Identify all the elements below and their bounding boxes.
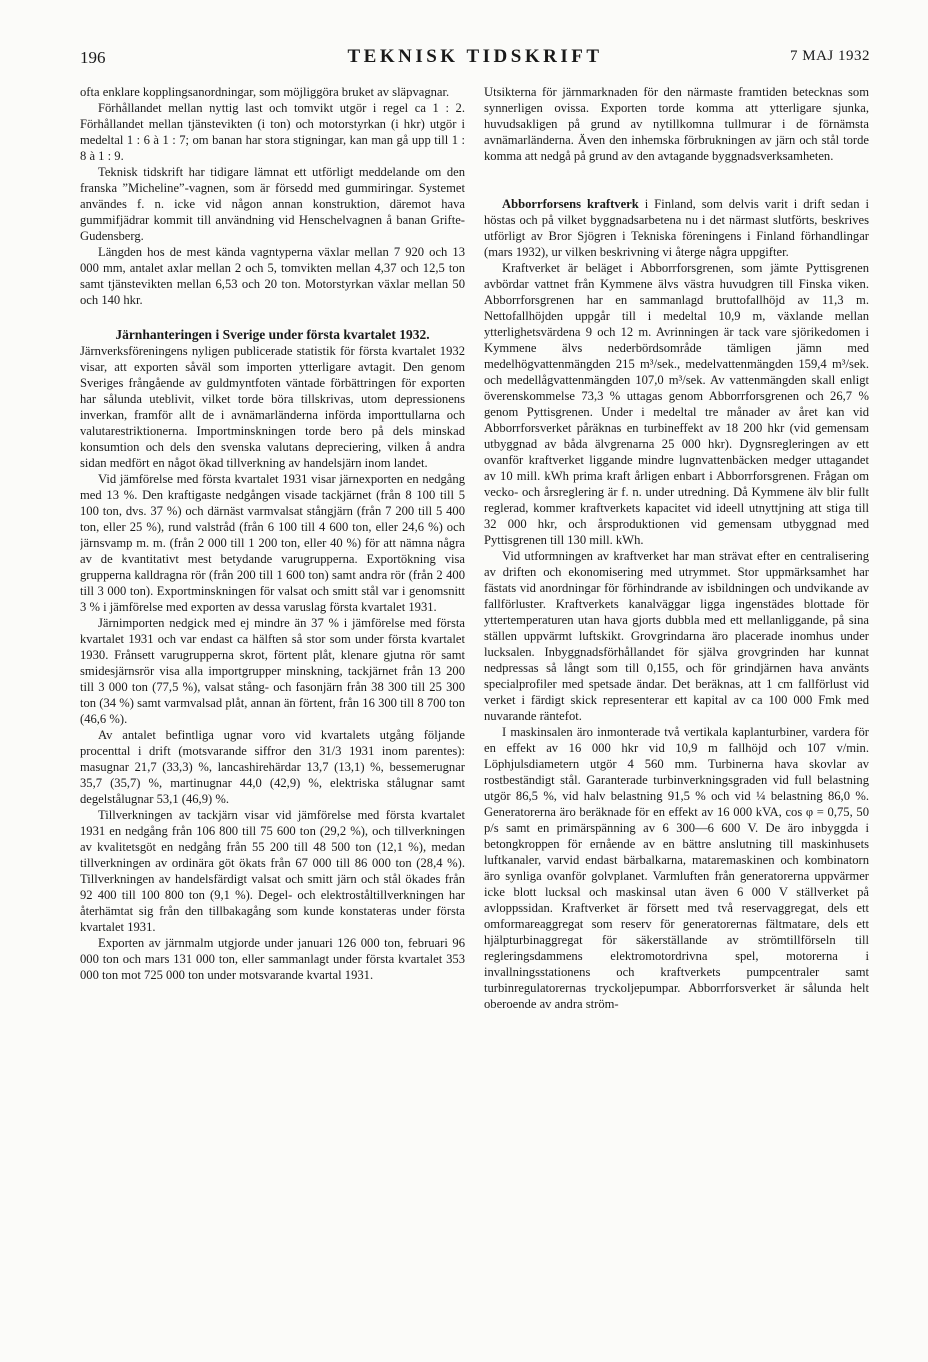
paragraph: Teknisk tidskrift har tidigare lämnat ett utförligt meddelande om den franska ”Micheline”-vagnen, som är försedd med gummiringar. Systemet användes f. n. icke vid någon annan konstruktion, däremot hava gummifjädrar kommit till användning vid Henschelvagnen å banan Grifte-Gudensberg. <box>80 165 465 243</box>
paragraph: I maskinsalen äro inmonterade två vertikala kaplanturbiner, vardera för en effekt av 16 000 hkr vid 10,9 m fallhöjd och 107 v/min. Löphjulsdiametern utgör 4 560 mm. Turbinerna hava skovlar av rostbeständigt stål. Garanterade turbinverkningsgraden vid full belastning utgör 86,5 %, vid halv belastning 91,5 % och vid ¼ belastning 86,0 %. Generatorerna äro beräknade för en effekt av 16 000 kVA, cos φ = 0,75, 50 p/s samt en primärspänning av 6 300—6 600 V. De äro inbyggda i betongkroppen för ernående av en bättre anslutning till maskinhusets luftkanaler, varvid endast bärbalkarna, mataremaskinen och kombinatorn äro synliga ovanför golvplanet. Varmluften från generatorerna uppvärmer icke blott lucksal och maskinsal utan även 6 000 V ställverket på avloppssidan. Kraftverket är försett med två reservaggregat, dels ett omformareaggregat som reserv för generatorernas fältmatare, dels ett hjälpturbinaggregat för säkerställande av strömtillförseln till regleringsdammens elektromotordrivna spel, motorerna i invallningsstationens och kraftverkets pumpcentraler samt turbinregulatorernas tryckoljepumpar. Abborrforsverket är sålunda helt oberoende av andra ström- <box>484 725 869 1011</box>
page-header <box>80 46 870 74</box>
paragraph: Utsikterna för järnmarknaden för den närmaste framtiden betecknas som synnerligen ovissa. Exporten torde komma att ytterligare sjunka, huvudsakligen på grund av nytillkomna tullmurar i de förnämsta avnämarländerna. Även den inhemska förbrukningen av järn och stål torde komma att nedgå på grund av den avtagande byggnadsverksamheten. <box>484 85 869 163</box>
paragraph: Vid utformningen av kraftverket har man strävat efter en centralisering av driften och ekonomisering med utrymmet. Stor uppmärksamhet har fästats vid anordningar för förhindrande av isbildningen och undvikande av fallförluster. Kraftverkets kanalväggar ligga ingenstädes blottade för yttertemperaturen utan hava gjorts dubbla med ett mellanliggande, på sina ställen uppvärmt luftskikt. Grovgrindarna äro placerade inomhus under lucksalen. Inbyggnadsförhållandet för själva grovgrinden har kunnat nedpressas så långt som till 0,155, och för grindjärnen hava använts specialprofiler med spetsade ändar. Det beräknas, att 1 cm fallförlust vid verket i färdigt skick representerar ett kapital av ca 100 000 Fmk med nuvarande räntefot. <box>484 549 869 723</box>
article-intro <box>484 196 869 260</box>
paragraph: Exporten av järnmalm utgjorde under januari 126 000 ton, februari 96 000 ton och mars 131 000 ton, eller sammanlagt under första kvartalet 353 000 ton mot 725 000 ton under motsvarande kvartal 1931. <box>80 936 465 982</box>
page-number: 196 <box>80 48 106 67</box>
paragraph: Vid jämförelse med första kvartalet 1931 visar järnexporten en nedgång med 13 %. Den kraftigaste nedgången visade tackjärnet (från 8 100 till 5 100 ton, dvs. 37 %) och därnäst varmvalsat stångjärn (från 7 200 till 5 400 ton, eller 25 %), rund valstråd (från 6 100 till 4 600 ton, eller 24,6 %) och järnsvamp m. m. (från 2 000 till 1 200 ton, eller 40 %) för att nämna några av de kvantitativt mest betydande varugrupperna. Exportökning visa grupperna kalldragna rör (från 200 till 1 600 ton) samt andra rör (från 2 400 till 3 000 ton). Exportminskningen för valsat och smitt stål var i genomsnitt 3 % i jämförelse med exporten av dessa varuslag första kvartalet 1931. <box>80 472 465 614</box>
paragraph: ofta enklare kopplingsanordningar, som möjliggöra bruket av släpvagnar. <box>80 85 450 99</box>
paragraph: Järnverksföreningens nyligen publicerade statistik för första kvartalet 1932 visar, att exporten såväl som importen ytterligare avtagit. Den genom Sveriges frångående av guldmyntfoten väntade förbättringen för exporten har sålunda uteblivit, vilket torde böra tillskrivas, utom depressionens inverkan, framför allt de i avnämarländerna införda importtullarna och valutarestriktionerna. Importminskningen torde bero på dels minskad konsumtion och dels den svenska valutans depreciering, vilken å andra sidan medfört en något ökad tillverkning av handelsjärn inom landet. <box>80 344 465 470</box>
spacer <box>484 164 869 180</box>
article-intro-text: i Finland, som delvis varit i drift sedan i höstas och på vilket byggnadsarbetena nu i det närmast slutförts, beskrives utförligt av Bror Sjögren i Tekniska föreningens i Finland förhandlingar (mars 1932), ur vilken beskrivning vi återge några uppgifter. <box>484 197 869 259</box>
issue-date: 7 MAJ 1932 <box>789 48 870 64</box>
left-column <box>80 84 465 1346</box>
right-column <box>484 84 869 1346</box>
paragraph: Längden hos de mest kända vagntyperna växlar mellan 7 920 och 13 000 mm, antalet axlar mellan 2 och 5, tomvikten mellan 4,37 och 12,5 ton samt tjänstevikten mellan 6,53 och 20 ton. Motorstyrkan växlar mellan 50 och 140 hkr. <box>80 245 465 307</box>
article-lead: Abborrforsens kraftverk <box>502 197 639 211</box>
article-heading: Järnhanteringen i Sverige under första kvartalet 1932. <box>115 327 430 342</box>
paragraph: Järnimporten nedgick med ej mindre än 37 % i jämförelse med första kvartalet 1931 och var endast ca hälften så stor som under första kvartalet 1930. Frånsett varugrupperna skrot, förtent plåt, klenare gjutna rör samt smidesjärnsrör visa alla importgrupper minskning, tackjärnet från 13 200 till 3 000 ton (77,5 %), valsat stång- och fasonjärn från 38 300 till 25 300 ton (34 %) samt varmvalsad plåt, annan än förtent, från 16 300 till 8 700 ton (46,6 %). <box>80 616 465 726</box>
paragraph: Av antalet befintliga ugnar voro vid kvartalets utgång följande procenttal i drift (motsvarande siffror den 31/3 1931 inom parentes): masugnar 21,7 (33,3) %, lancashirehärdar 13,7 (13,1) %, bessemerugnar 35,7 (35,7) %, martinugnar 44,0 (42,9) %, elektriska stålugnar samt degelstålugnar 53,1 (46,9) %. <box>80 728 465 806</box>
paragraph: Kraftverket är beläget i Abborrforsgrenen, som jämte Pyttisgrenen avbördar vattnet från Kymmene älvs västra huvudgren till Finska viken. Abborrforsgrenen har en sammanlagd bruttofallhöjd av 11,3 m. Nettofallhöjden uppgår till i medeltal 10,9 m, växlande mellan ytterlighetsvärdena 9 och 12 m. Avrinningen är tack vare sjörikedomen i Kymmene älvs nederbördsområde tämligen jämn med medelhögvattenmängden 215 m³/sek., medelvattenmängden 159,4 m³/sek. och medellågvattenmängden 107,0 m³/sek. Av vattenmängden skall enligt överenskommelse 73,3 % uttagas genom Abborrforsgrenen och 26,7 % genom Pyttisgrenen. Under i medeltal tre månader av året kan vid Abborrforsverket påräknas en turbineffekt av 18 200 hkr (vid gemensam utbyggnad av båda älvgrenarna 25 000 hkr). Dygnsregleringen av ett ovanför kraftverket liggande mindre lugnvattenbäcken medger uttagandet av 10 mill. kWh prima kraft årligen enbart i Abborrforsgrenen. Frågan om vecko- och årsreglering är f. n. under utredning. Då Kymmene älv blir fullt reglerad, kommer kraftverkets kapacitet vid ideell utnyttjning att stiga till 32 000 hkr, och årsproduktionen vid gemensam utbyggnad med Pyttisgrenen till 130 mill. kWh. <box>484 261 869 547</box>
paragraph: Tillverkningen av tackjärn visar vid jämförelse med första kvartalet 1931 en nedgång från 106 800 till 75 600 ton (29,2 %), och tillverkningen av kvalitetsgöt en nedgång från 55 200 till 48 500 ton (12,1 %), medan tillverkningen av ordinära göt ökats från 67 000 till 86 000 ton (28,4 %). Tillverkningen av handelsfärdigt valsat och smitt järn och stål ökades från 92 400 till 100 800 ton (9,1 %). Degel- och elektroståltillverkningen har återhämtat sig från den tillbakagång som kunde konstateras under första kvartalet 1931. <box>80 808 465 934</box>
journal-title: TEKNISK TIDSKRIFT <box>347 46 603 67</box>
spacer <box>484 180 869 196</box>
paragraph: Förhållandet mellan nyttig last och tomvikt utgör i regel ca 1 : 2. Förhållandet mellan tjänstevikten (i ton) och motorstyrkan (i hkr) utgör i medeltal 1 : 6 à 1 : 7; om banan har stora stigningar, kan man gå upp till 1 : 8 à 1 : 9. <box>80 101 465 163</box>
